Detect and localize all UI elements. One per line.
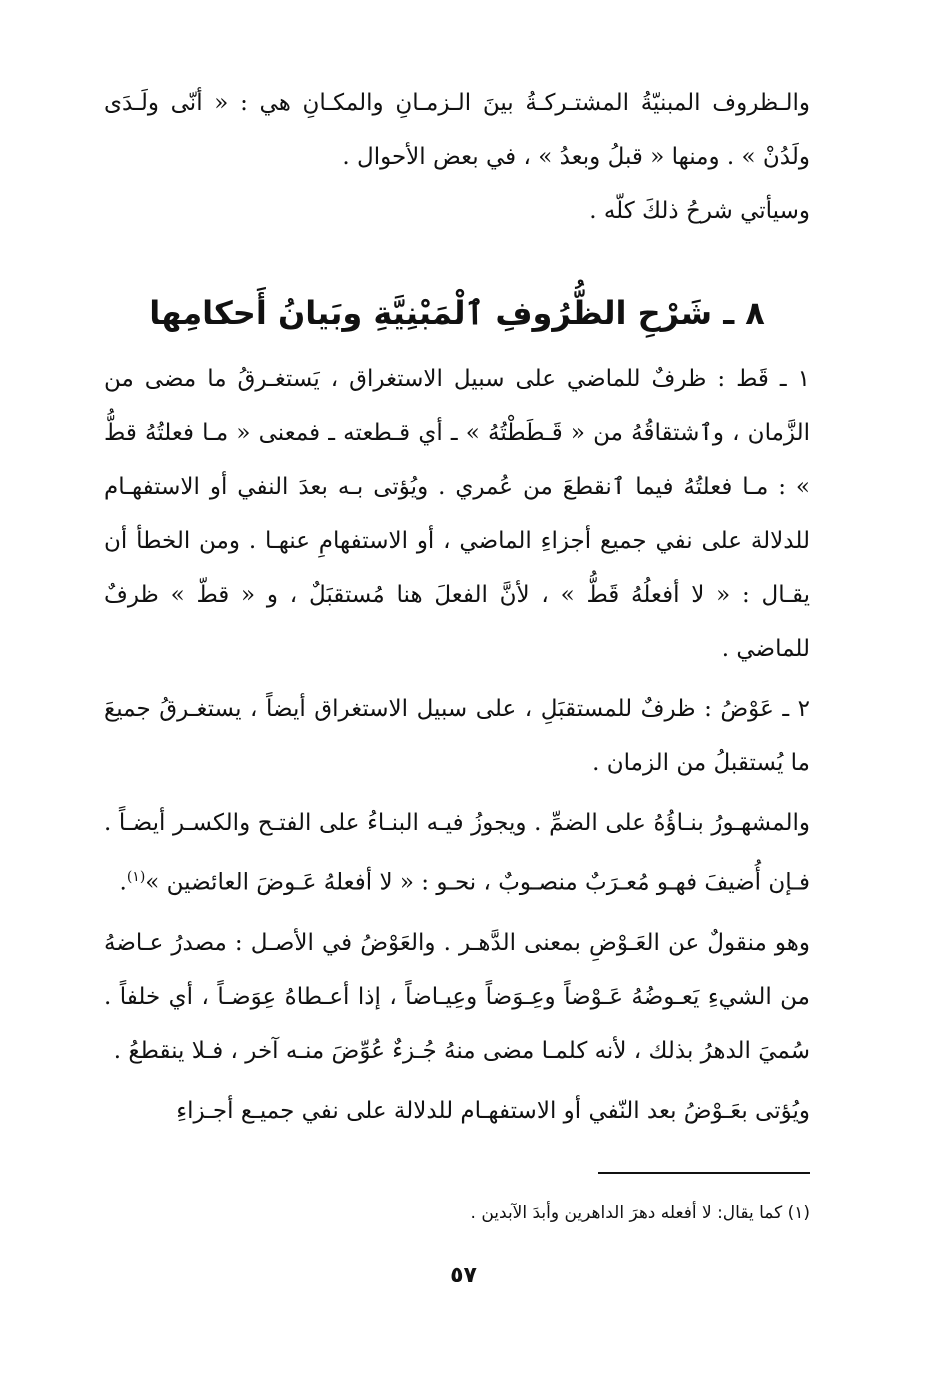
footnote: (١) كما يقال: لا أفعله دهرَ الداهرين وأبدَ الآبدين . (470, 1203, 810, 1223)
awd-construction-end: . (119, 869, 127, 896)
paragraph-awd-construction (104, 796, 810, 910)
footnote-separator (598, 1172, 810, 1174)
paragraph-awd-usage: ويُؤتى بعَـوْضُ بعد النّفي أو الاستفهـام للدلالة على نفي جميـع أجـزاءِ (176, 1097, 810, 1124)
intro-paragraph-explanation-note: وسيأتي شرحُ ذلكَ كلّه . (589, 198, 810, 224)
paragraph-awd-definition: ٢ ـ عَوْضُ : ظرفٌ للمستقبَلِ ، على سبيل الاستغراق أيضاً ، يستغـرقُ جميعَ ما يُستقبلُ من الزمان . (104, 696, 810, 776)
intro-block (104, 76, 810, 238)
page-number: ٥٧ (450, 1263, 477, 1288)
paragraph-awd-origin: وهو منقولٌ عن العَـوْضِ بمعنى الدَّهـر . والعَوْضُ في الأصـل : مصدرُ عـاضهُ من الشيءِ يَعـوضُهُ عَـوْضاً وعِـوَضاً وعِيـاضاً ، إذا أعـطاهُ عِوَضـاً ، أي خلفاً . سُميَ الدهرُ بذلك ، لأنه كلمـا مضى منهُ جُـزءٌ عُوِّضَ منـه آخر ، فـلا ينقطعُ . (104, 929, 810, 1064)
section-heading: ٨ ـ شَرْحِ الظُّرُوفِ ٱلْمَبْنِيَّةِ وبَيانُ أَحكامِها (149, 294, 765, 332)
paragraph-qatt: ١ ـ قَط : ظرفٌ للماضي على سبيل الاستغراق ، يَستغـرقُ ما مضى من الزَّمان ، وٱشتقاقُهُ من « قَـطَطْتُهُ » ـ أي قـطعته ـ فمعنى « مـا فعلتُهُ قطُّ » : مـا فعلتُهُ فيما ٱنقطعَ من عُمري . ويُؤتى بـه بعدَ النفي أو الاستفهـام للدلالة على نفي جميع أجزاءِ الماضي ، أو الاستفهامِ عنهـا . ومن الخطأ أن يقـال : « لا أفعلُهُ قَطُّ » ، لأنَّ الفعلَ هنا مُستقبَلٌ ، و « قطّ » ظرفٌ للماضي . (104, 366, 810, 662)
awd-construction-text: والمشهـورُ بنـاؤُهُ على الضمِّ . ويجوزُ فيـه البنـاءُ على الفتـح والكسـر أيضـاً . فـإن أُضيفَ فهـو مُعـرَبٌ منصـوبٌ ، نحـو : « لا أفعلهُ عَـوضَ العائضين » (104, 810, 810, 896)
intro-paragraph-adverbs: والـظروف المبنيّةُ المشتـركـةُ بينَ الـزمـانِ والمكـانِ هي : « أنّى ولَـدَى ولَدُنْ » . ومنها « قبلُ وبعدُ » ، في بعض الأحوال . (104, 90, 810, 170)
body-block (104, 352, 810, 1138)
footnote-reference: (١) (126, 869, 146, 885)
